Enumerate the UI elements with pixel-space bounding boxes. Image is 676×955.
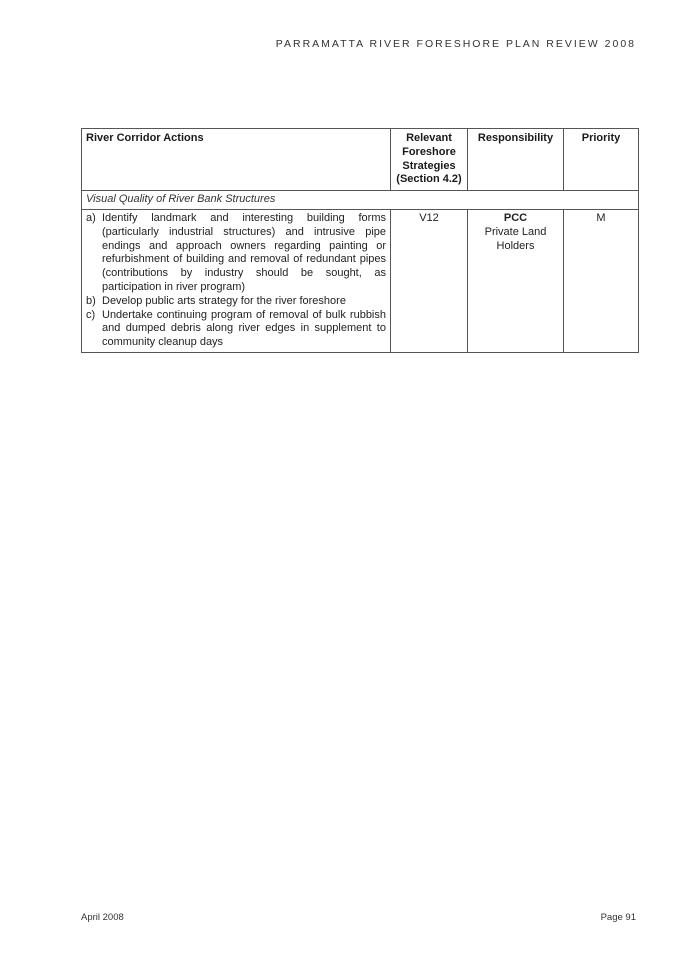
section-row bbox=[82, 191, 639, 210]
section-title: Visual Quality of River Bank Structures bbox=[82, 191, 639, 210]
column-header-priority: Priority bbox=[564, 129, 639, 191]
footer-page-number: Page 91 bbox=[600, 912, 636, 923]
responsibility-secondary-line: Private Land bbox=[484, 225, 547, 238]
column-header-actions: River Corridor Actions bbox=[82, 129, 391, 191]
column-header-strategies bbox=[391, 129, 468, 191]
running-header: PARRAMATTA RIVER FORESHORE PLAN REVIEW 2008 bbox=[275, 38, 636, 50]
strategies-header-line: (Section 4.2) bbox=[396, 173, 462, 186]
strategies-header-line: Relevant bbox=[406, 132, 452, 144]
strategies-header-line: Strategies bbox=[402, 159, 456, 172]
actions-cell bbox=[82, 209, 391, 352]
table-header-row bbox=[82, 129, 639, 191]
item-text: Identify landmark and interesting building forms (particularly industrial structures) and intrusive pipe endings and approach owners regarding painting or refurbishment of building and removal of redundant pipes (contributions by industry should be sought, as participation in river program) bbox=[102, 211, 386, 293]
list-item bbox=[86, 212, 386, 295]
list-item bbox=[86, 295, 386, 309]
responsibility-secondary-line: Holders bbox=[496, 239, 535, 252]
responsibility-cell bbox=[468, 209, 564, 352]
item-text: Undertake continuing program of removal of bulk rubbish and dumped debris along river edges in supplement to community cleanup days bbox=[102, 308, 386, 349]
item-text: Develop public arts strategy for the river foreshore bbox=[102, 294, 346, 307]
list-item bbox=[86, 309, 386, 350]
responsibility-primary: PCC bbox=[503, 211, 528, 224]
footer-date: April 2008 bbox=[81, 912, 124, 923]
priority-cell: M bbox=[564, 209, 639, 352]
strategies-header-line: Foreshore bbox=[402, 145, 456, 158]
column-header-responsibility: Responsibility bbox=[468, 129, 564, 191]
strategy-ref-cell: V12 bbox=[391, 209, 468, 352]
table-row bbox=[82, 209, 639, 352]
item-marker: c) bbox=[86, 308, 96, 321]
item-marker: a) bbox=[86, 211, 96, 224]
item-marker: b) bbox=[86, 294, 96, 307]
river-corridor-actions-table bbox=[81, 128, 639, 353]
